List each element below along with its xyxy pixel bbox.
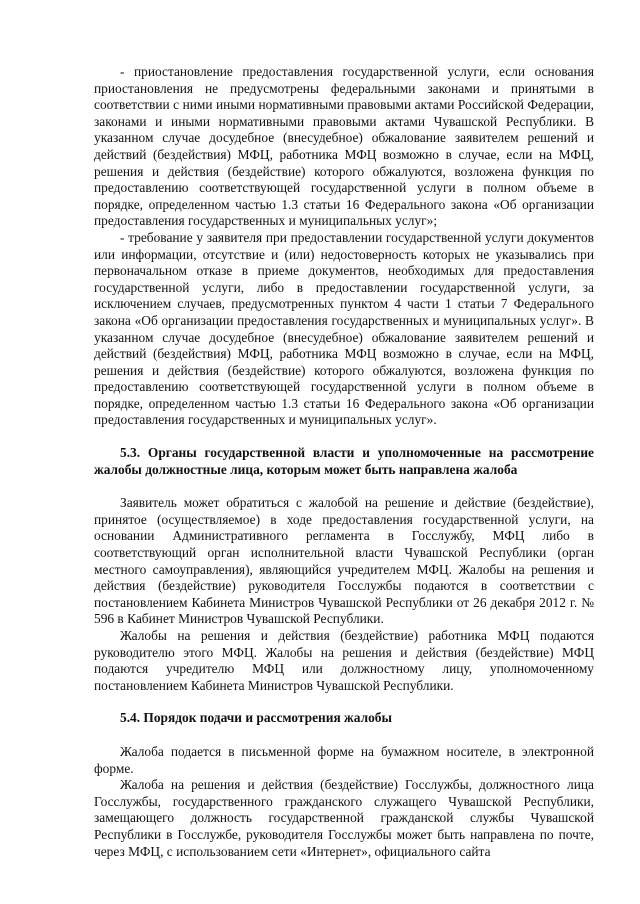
section-5-3-paragraph-2: Жалобы на решения и действия (бездействие) работника МФЦ подаются руководителю этого МФЦ. Жалобы на решения и действия (бездействие) МФЦ подаются учредителю МФЦ или должностному лицу, уполномоченному постановлением Кабинета Министров Чувашской Республики. bbox=[94, 628, 594, 693]
section-5-4-paragraph-2: Жалоба на решения и действия (бездействие) Госслужбы, должностного лица Госслужбы, государственного гражданского служащего Чувашской Республики, замещающего должность государственной гражданской службы Чувашской Республики в Госслужбе, руководителя Госслужбы может быть направлена по почте, через МФЦ, с использованием сети «Интернет», официального сайта bbox=[94, 777, 594, 859]
document-page bbox=[94, 64, 594, 860]
section-5-3-heading: 5.3. Органы государственной власти и уполномоченные на рассмотрение жалобы должностные лица, которым может быть направлена жалоба bbox=[94, 445, 594, 477]
section-5-3-paragraph-1: Заявитель может обратиться с жалобой на решение и действие (бездействие), принятое (осуществляемое) в ходе предоставления государственной услуги, на основании Административного регламента в Госслужбу, МФЦ либо в соответствующий орган исполнительной власти Чувашской Республики (орган местного самоуправления), являющийся учредителем МФЦ. Жалобы на решения и действия (бездействие) руководителя Госслужбы подаются в соответствии с постановлением Кабинета Министров Чувашской Республики от 26 декабря 2012 г. № 596 в Кабинет Министров Чувашской Республики. bbox=[94, 495, 594, 627]
section-5-4-paragraph-1: Жалоба подается в письменной форме на бумажном носителе, в электронной форме. bbox=[94, 743, 594, 776]
paragraph-suspension: - приостановление предоставления государственной услуги, если основания приостановления не предусмотрены федеральными законами и принятыми в соответствии с ними иными нормативными правовыми актами Российской Федерации, законами и иными нормативными правовыми актами Чувашской Республики. В указанном случае досудебное (внесудебное) обжалование заявителем решений и действий (бездействия) МФЦ, работника МФЦ возможно в случае, если на МФЦ, решения и действия (бездействие) которого обжалуются, возложена функция по предоставлению соответствующей государственной услуги в полном объеме в порядке, определенном частью 1.3 статьи 16 Федерального закона «Об организации предоставления государственных и муниципальных услуг»; bbox=[94, 64, 594, 229]
paragraph-document-requirement: - требование у заявителя при предоставлении государственной услуги документов или информации, отсутствие и (или) недостоверность которых не указывались при первоначальном отказе в приеме документов, необходимых для предоставления государственной услуги, либо в предоставлении государственной услуги, за исключением случаев, предусмотренных пунктом 4 части 1 статьи 7 Федерального закона «Об организации предоставления государственных и муниципальных услуг». В указанном случае досудебное (внесудебное) обжалование заявителем решений и действий (бездействия) МФЦ, работника МФЦ возможно в случае, если на МФЦ, решения и действия (бездействие) которого обжалуются, возложена функция по предоставлению соответствующей государственной услуги в полном объеме в порядке, определенном частью 1.3 статьи 16 Федерального закона «Об организации предоставления государственных и муниципальных услуг». bbox=[94, 229, 594, 428]
section-5-4-heading: 5.4. Порядок подачи и рассмотрения жалобы bbox=[120, 710, 392, 726]
